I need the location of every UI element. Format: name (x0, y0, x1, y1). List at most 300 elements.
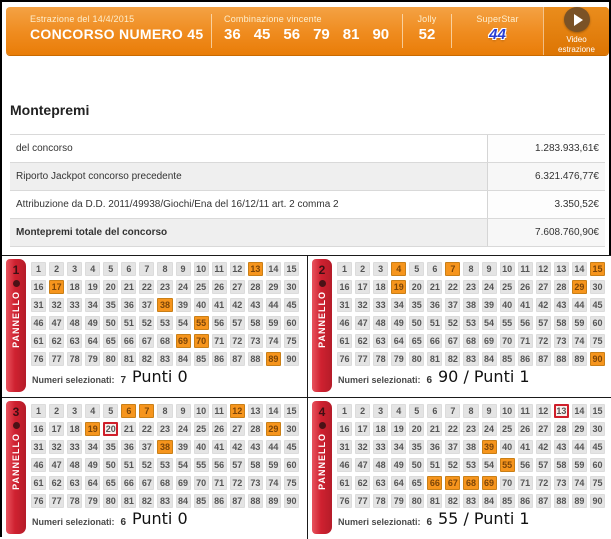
panel-side-label: PANNELLO (11, 433, 21, 490)
number-cell: 24 (482, 422, 497, 436)
number-cell: 55 (500, 316, 515, 330)
row-label: del concorso (10, 135, 487, 162)
panel-result: Punti 0 (132, 509, 188, 528)
number-cell: 89 (266, 494, 281, 508)
number-cell: 41 (212, 298, 227, 312)
number-cell: 15 (590, 262, 605, 276)
number-cell: 43 (248, 298, 263, 312)
number-cell: 45 (590, 440, 605, 454)
number-cell: 72 (230, 476, 245, 490)
number-cell: 68 (157, 334, 172, 348)
number-cell: 90 (284, 352, 299, 366)
number-cell: 44 (572, 440, 587, 454)
number-cell: 53 (157, 458, 172, 472)
number-cell: 26 (518, 280, 533, 294)
panel-number: 4 (318, 405, 326, 419)
number-cell: 54 (482, 458, 497, 472)
number-cell: 48 (373, 316, 388, 330)
number-cell: 35 (103, 298, 118, 312)
number-cell: 2 (49, 404, 64, 418)
number-cell: 20 (103, 280, 118, 294)
number-cell: 23 (463, 422, 478, 436)
number-cell: 27 (230, 280, 245, 294)
number-cell: 58 (248, 316, 263, 330)
number-cell: 74 (266, 476, 281, 490)
number-cell: 30 (590, 280, 605, 294)
number-cell: 14 (266, 262, 281, 276)
number-cell: 9 (176, 262, 191, 276)
number-cell: 30 (590, 422, 605, 436)
contest-info (6, 7, 211, 55)
number-cell: 38 (157, 298, 172, 312)
number-cell: 42 (536, 298, 551, 312)
row-value: 1.283.933,61€ (487, 135, 605, 162)
number-cell: 63 (373, 334, 388, 348)
number-cell: 82 (139, 494, 154, 508)
number-cell: 20 (409, 422, 424, 436)
number-cell: 41 (212, 440, 227, 454)
table-row (10, 190, 605, 218)
number-cell: 28 (554, 422, 569, 436)
number-cell: 79 (85, 494, 100, 508)
number-cell: 59 (572, 316, 587, 330)
number-cell: 60 (590, 458, 605, 472)
number-cell: 31 (31, 298, 46, 312)
number-cell: 14 (572, 404, 587, 418)
number-cell: 8 (463, 262, 478, 276)
number-cell: 10 (500, 262, 515, 276)
number-cell: 68 (463, 476, 478, 490)
number-cell: 39 (176, 298, 191, 312)
number-cell: 57 (230, 458, 245, 472)
number-cell: 7 (139, 404, 154, 418)
number-cell: 73 (554, 476, 569, 490)
number-cell: 73 (248, 334, 263, 348)
number-cell: 75 (590, 476, 605, 490)
number-cell: 51 (427, 458, 442, 472)
number-cell: 20 (103, 422, 118, 436)
panel-result: Punti 0 (132, 367, 188, 386)
number-cell: 64 (391, 476, 406, 490)
number-cell: 18 (67, 422, 82, 436)
number-cell: 17 (49, 280, 64, 294)
number-cell: 10 (194, 262, 209, 276)
panel-number: 3 (12, 405, 20, 419)
number-cell: 74 (266, 334, 281, 348)
number-cell: 55 (500, 458, 515, 472)
number-cell: 67 (445, 476, 460, 490)
number-cell: 54 (482, 316, 497, 330)
number-cell: 3 (67, 404, 82, 418)
number-cell: 45 (284, 298, 299, 312)
number-cell: 82 (445, 494, 460, 508)
number-cell: 8 (463, 404, 478, 418)
number-cell: 50 (103, 458, 118, 472)
number-cell: 59 (572, 458, 587, 472)
number-cell: 46 (31, 458, 46, 472)
number-cell: 75 (284, 476, 299, 490)
number-cell: 70 (500, 476, 515, 490)
number-cell: 36 (427, 440, 442, 454)
number-cell: 67 (139, 476, 154, 490)
number-cell: 83 (157, 494, 172, 508)
number-cell: 65 (409, 476, 424, 490)
number-cell: 87 (536, 494, 551, 508)
number-cell: 4 (85, 262, 100, 276)
number-cell: 19 (391, 422, 406, 436)
number-cell: 33 (373, 298, 388, 312)
number-cell: 5 (409, 262, 424, 276)
number-cell: 3 (67, 262, 82, 276)
number-cell: 87 (230, 494, 245, 508)
winning-number: 81 (342, 26, 360, 43)
number-cell: 60 (284, 458, 299, 472)
pannello-1 (2, 256, 307, 397)
number-cell: 8 (157, 262, 172, 276)
number-cell: 12 (536, 262, 551, 276)
number-cell: 61 (337, 334, 352, 348)
number-cell: 45 (284, 440, 299, 454)
number-cell: 67 (445, 334, 460, 348)
number-cell: 70 (194, 476, 209, 490)
number-cell: 16 (337, 422, 352, 436)
number-cell: 59 (266, 458, 281, 472)
number-cell: 26 (212, 280, 227, 294)
number-cell: 44 (266, 298, 281, 312)
number-cell: 44 (572, 298, 587, 312)
number-cell: 86 (212, 352, 227, 366)
panels-grid (2, 255, 611, 539)
number-cell: 45 (590, 298, 605, 312)
number-cell: 70 (500, 334, 515, 348)
number-cell: 86 (518, 494, 533, 508)
panel-number: 1 (12, 263, 20, 277)
number-cell: 39 (482, 298, 497, 312)
panel-emblem-icon (319, 422, 326, 429)
number-cell: 21 (121, 280, 136, 294)
number-cell: 9 (176, 404, 191, 418)
number-cell: 47 (355, 316, 370, 330)
number-cell: 42 (230, 440, 245, 454)
number-cell: 83 (463, 494, 478, 508)
panel-result: 55 / Punti 1 (438, 509, 530, 528)
number-cell: 31 (31, 440, 46, 454)
number-cell: 19 (85, 422, 100, 436)
winning-combination-label: Combinazione vincente (224, 14, 322, 24)
number-cell: 80 (409, 494, 424, 508)
number-cell: 32 (49, 298, 64, 312)
number-cell: 34 (85, 298, 100, 312)
number-cell: 70 (194, 334, 209, 348)
number-cell: 72 (230, 334, 245, 348)
number-cell: 52 (139, 316, 154, 330)
number-cell: 50 (409, 316, 424, 330)
number-cell: 25 (194, 422, 209, 436)
number-cell: 21 (121, 422, 136, 436)
panel-emblem-icon (13, 280, 20, 287)
number-cell: 3 (373, 404, 388, 418)
number-cell: 30 (284, 280, 299, 294)
number-cell: 29 (572, 422, 587, 436)
number-cell: 61 (337, 476, 352, 490)
number-cell: 15 (590, 404, 605, 418)
number-cell: 88 (554, 494, 569, 508)
number-cell: 55 (194, 458, 209, 472)
number-cell: 22 (139, 422, 154, 436)
superstar-label: SuperStar (476, 14, 519, 24)
number-cell: 38 (157, 440, 172, 454)
number-cell: 26 (212, 422, 227, 436)
number-cell: 11 (212, 404, 227, 418)
number-cell: 16 (31, 422, 46, 436)
number-cell: 29 (572, 280, 587, 294)
number-cell: 11 (518, 404, 533, 418)
number-cell: 88 (248, 352, 263, 366)
number-cell: 40 (500, 298, 515, 312)
number-cell: 1 (337, 262, 352, 276)
number-cell: 12 (230, 404, 245, 418)
selected-count-label: Numeri selezionati: (32, 517, 115, 527)
number-grid (31, 404, 299, 508)
number-cell: 86 (212, 494, 227, 508)
superstar-number: 44 (489, 26, 506, 43)
number-cell: 2 (49, 262, 64, 276)
number-cell: 40 (194, 440, 209, 454)
pannello-3 (2, 398, 307, 539)
number-cell: 88 (248, 494, 263, 508)
number-cell: 51 (427, 316, 442, 330)
number-cell: 89 (266, 352, 281, 366)
number-cell: 4 (85, 404, 100, 418)
row-value: 3.350,52€ (487, 191, 605, 218)
number-grid (337, 262, 605, 366)
number-cell: 34 (391, 298, 406, 312)
number-cell: 34 (85, 440, 100, 454)
number-cell: 6 (427, 404, 442, 418)
number-cell: 23 (463, 280, 478, 294)
number-cell: 81 (427, 494, 442, 508)
number-grid (337, 404, 605, 508)
panel-side-label: PANNELLO (317, 433, 327, 490)
number-cell: 57 (536, 458, 551, 472)
number-cell: 24 (176, 422, 191, 436)
selected-count-label: Numeri selezionati: (32, 375, 115, 385)
number-cell: 7 (445, 262, 460, 276)
number-cell: 65 (103, 476, 118, 490)
number-cell: 32 (355, 298, 370, 312)
number-cell: 23 (157, 422, 172, 436)
number-cell: 68 (463, 334, 478, 348)
number-cell: 12 (230, 262, 245, 276)
number-cell: 87 (536, 352, 551, 366)
number-cell: 87 (230, 352, 245, 366)
number-cell: 11 (212, 262, 227, 276)
number-cell: 38 (463, 440, 478, 454)
number-cell: 69 (482, 476, 497, 490)
number-cell: 25 (194, 280, 209, 294)
number-cell: 56 (518, 458, 533, 472)
number-cell: 69 (482, 334, 497, 348)
number-cell: 52 (445, 316, 460, 330)
number-cell: 6 (121, 404, 136, 418)
number-cell: 22 (139, 280, 154, 294)
montepremi-table (10, 134, 605, 247)
number-cell: 33 (67, 440, 82, 454)
number-cell: 71 (212, 476, 227, 490)
number-cell: 41 (518, 298, 533, 312)
number-cell: 48 (373, 458, 388, 472)
number-cell: 4 (391, 262, 406, 276)
montepremi-section (10, 102, 605, 247)
panel-footer (338, 367, 608, 394)
number-cell: 28 (554, 280, 569, 294)
number-cell: 17 (355, 280, 370, 294)
number-cell: 33 (67, 298, 82, 312)
winning-number: 45 (253, 26, 271, 43)
number-cell: 75 (590, 334, 605, 348)
number-cell: 22 (445, 422, 460, 436)
video-extraction-button[interactable] (543, 7, 609, 55)
number-cell: 20 (409, 280, 424, 294)
number-cell: 83 (157, 352, 172, 366)
number-cell: 76 (31, 352, 46, 366)
number-cell: 78 (67, 352, 82, 366)
number-cell: 63 (67, 334, 82, 348)
number-cell: 22 (445, 280, 460, 294)
number-cell: 80 (409, 352, 424, 366)
number-cell: 17 (355, 422, 370, 436)
number-cell: 76 (31, 494, 46, 508)
number-cell: 63 (373, 476, 388, 490)
number-cell: 64 (85, 476, 100, 490)
number-cell: 36 (427, 298, 442, 312)
number-cell: 61 (31, 476, 46, 490)
number-cell: 50 (103, 316, 118, 330)
number-cell: 35 (409, 440, 424, 454)
number-cell: 78 (373, 494, 388, 508)
number-cell: 44 (266, 440, 281, 454)
panel-side-bar (6, 259, 26, 392)
selected-count-value: 6 (120, 517, 127, 528)
number-cell: 48 (67, 316, 82, 330)
panel-side-label: PANNELLO (11, 291, 21, 348)
panel-emblem-icon (13, 422, 20, 429)
number-cell: 31 (337, 440, 352, 454)
row-value: 6.321.476,77€ (487, 163, 605, 190)
number-cell: 66 (427, 476, 442, 490)
number-cell: 77 (49, 352, 64, 366)
number-cell: 51 (121, 458, 136, 472)
number-cell: 27 (536, 422, 551, 436)
number-cell: 85 (500, 352, 515, 366)
number-cell: 49 (391, 458, 406, 472)
jolly-block (403, 7, 451, 55)
number-cell: 71 (212, 334, 227, 348)
number-cell: 5 (103, 404, 118, 418)
number-cell: 72 (536, 334, 551, 348)
number-cell: 15 (284, 262, 299, 276)
number-cell: 71 (518, 476, 533, 490)
number-cell: 80 (103, 352, 118, 366)
number-cell: 53 (463, 316, 478, 330)
number-cell: 18 (373, 422, 388, 436)
number-cell: 58 (554, 316, 569, 330)
number-cell: 74 (572, 334, 587, 348)
row-label: Riporto Jackpot concorso precedente (10, 163, 487, 190)
contest-title: CONCORSO NUMERO 45 (30, 26, 204, 42)
selected-count-label: Numeri selezionati: (338, 517, 421, 527)
number-cell: 53 (157, 316, 172, 330)
number-cell: 40 (500, 440, 515, 454)
number-cell: 13 (554, 262, 569, 276)
draw-date: Estrazione del 14/4/2015 (30, 14, 135, 24)
number-cell: 77 (355, 352, 370, 366)
number-cell: 10 (194, 404, 209, 418)
number-cell: 25 (500, 422, 515, 436)
panel-footer (32, 367, 302, 394)
number-cell: 89 (572, 352, 587, 366)
number-cell: 50 (409, 458, 424, 472)
number-cell: 85 (194, 494, 209, 508)
number-cell: 67 (139, 334, 154, 348)
number-cell: 59 (266, 316, 281, 330)
number-cell: 29 (266, 280, 281, 294)
number-cell: 85 (194, 352, 209, 366)
number-cell: 23 (157, 280, 172, 294)
number-cell: 49 (85, 458, 100, 472)
number-cell: 48 (67, 458, 82, 472)
number-cell: 56 (212, 458, 227, 472)
number-cell: 54 (176, 458, 191, 472)
number-cell: 81 (121, 494, 136, 508)
winning-combination (212, 7, 402, 55)
number-cell: 2 (355, 262, 370, 276)
montepremi-title: Montepremi (10, 102, 90, 118)
number-cell: 6 (121, 262, 136, 276)
number-cell: 7 (139, 262, 154, 276)
number-cell: 36 (121, 440, 136, 454)
number-cell: 55 (194, 316, 209, 330)
number-cell: 38 (463, 298, 478, 312)
number-cell: 4 (391, 404, 406, 418)
number-cell: 90 (284, 494, 299, 508)
number-cell: 43 (554, 440, 569, 454)
number-cell: 58 (248, 458, 263, 472)
number-cell: 49 (391, 316, 406, 330)
number-cell: 57 (230, 316, 245, 330)
number-cell: 83 (463, 352, 478, 366)
number-cell: 84 (482, 352, 497, 366)
number-cell: 31 (337, 298, 352, 312)
row-label: Attribuzione da D.D. 2011/49938/Giochi/Ena del 16/12/11 art. 2 comma 2 (10, 191, 487, 218)
number-cell: 82 (139, 352, 154, 366)
number-cell: 76 (337, 494, 352, 508)
panel-result: 90 / Punti 1 (438, 367, 530, 386)
number-cell: 16 (337, 280, 352, 294)
number-cell: 71 (518, 334, 533, 348)
number-cell: 2 (355, 404, 370, 418)
number-cell: 46 (337, 316, 352, 330)
number-cell: 62 (49, 476, 64, 490)
panel-footer (32, 509, 302, 536)
number-cell: 18 (373, 280, 388, 294)
panel-number: 2 (318, 263, 326, 277)
number-cell: 60 (590, 316, 605, 330)
number-cell: 7 (445, 404, 460, 418)
row-label: Montepremi totale del concorso (10, 219, 487, 246)
number-cell: 5 (103, 262, 118, 276)
selected-count-value: 6 (426, 375, 433, 386)
